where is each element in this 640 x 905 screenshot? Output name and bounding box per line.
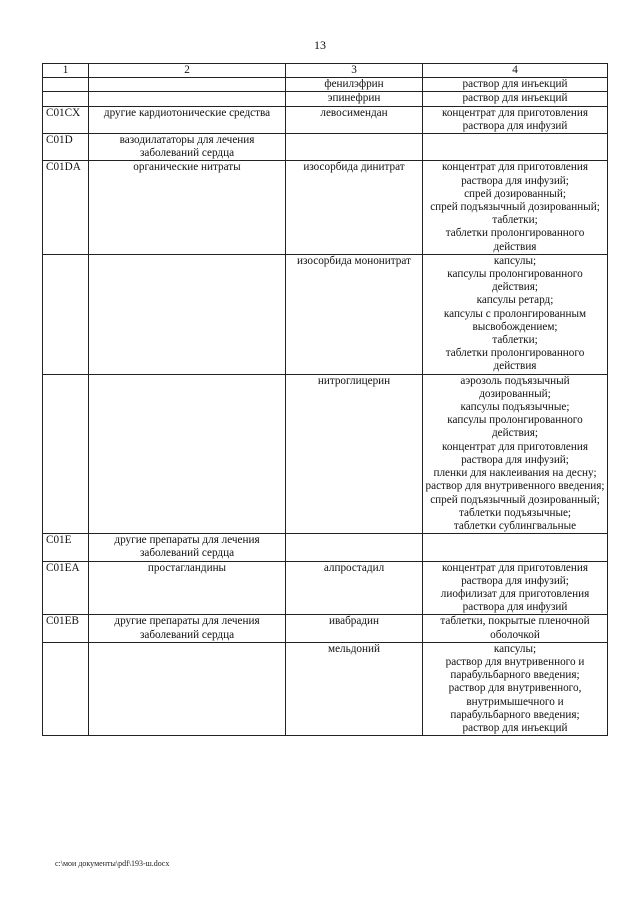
table-row (43, 78, 608, 92)
group-cell (89, 254, 286, 374)
substance-cell (286, 534, 423, 561)
substance-cell (286, 134, 423, 161)
atc-code-cell (43, 374, 89, 533)
group-cell: другие препараты для лечения заболеваний сердца (89, 534, 286, 561)
table-row (43, 561, 608, 615)
form-line: концентрат для приготовления раствора для инфузий; (441, 561, 589, 587)
header-col-1: 1 (43, 64, 89, 78)
table-row (43, 134, 608, 161)
table-row (43, 534, 608, 561)
table-row (43, 374, 608, 533)
form-line: таблетки пролонгированного действия (445, 227, 585, 253)
group-cell (89, 78, 286, 92)
group-cell: другие кардиотонические средства (89, 106, 286, 133)
forms-cell (423, 134, 608, 161)
form-line: таблетки; (492, 214, 538, 227)
forms-cell (423, 254, 608, 374)
forms-cell (423, 78, 608, 92)
header-col-2: 2 (89, 64, 286, 78)
forms-cell (423, 92, 608, 106)
page-number: 13 (314, 38, 326, 52)
form-line: аэрозоль подъязычный дозированный; (460, 374, 570, 400)
table-row (43, 161, 608, 254)
atc-code-cell (43, 92, 89, 106)
form-line: таблетки подъязычные; (458, 506, 572, 519)
form-line: раствор для инъекций (462, 721, 568, 734)
substance-cell: алпростадил (286, 561, 423, 615)
substance-cell: мельдоний (286, 642, 423, 735)
atc-code-cell: C01CX (43, 106, 89, 133)
substance-cell: изосорбида мононитрат (286, 254, 423, 374)
atc-code-cell: C01EB (43, 615, 89, 642)
form-line: таблетки пролонгированного действия (445, 347, 585, 373)
form-line: концентрат для приготовления раствора для инфузий (441, 106, 589, 132)
atc-code-cell: C01EA (43, 561, 89, 615)
form-line: концентрат для приготовления раствора для инфузий; (441, 440, 589, 466)
substance-cell: нитроглицерин (286, 374, 423, 533)
atc-code-cell (43, 254, 89, 374)
group-cell: другие препараты для лечения заболеваний сердца (89, 615, 286, 642)
forms-cell (423, 642, 608, 735)
form-line: концентрат для приготовления раствора для инфузий; (441, 161, 589, 187)
form-line: таблетки; (492, 334, 538, 347)
form-line: капсулы; (493, 642, 537, 655)
substance-cell: изосорбида динитрат (286, 161, 423, 254)
table-row (43, 106, 608, 133)
form-line: капсулы ретард; (476, 294, 554, 307)
form-line: лиофилизат для приготовления раствора для инфузий (440, 587, 590, 614)
table-row (43, 642, 608, 735)
header-col-3: 3 (286, 64, 423, 78)
atc-code-cell: C01D (43, 134, 89, 161)
form-line: спрей дозированный; (464, 187, 566, 200)
forms-cell (423, 561, 608, 615)
footer-file-path: c:\мои документы\pdf\193-ш.docx (55, 859, 170, 868)
header-col-4: 4 (423, 64, 608, 78)
table-row (43, 254, 608, 374)
substance-cell: ивабрадин (286, 615, 423, 642)
form-line: капсулы с пролонгированным высвобождением; (443, 307, 587, 333)
forms-cell (423, 615, 608, 642)
table-header-row (43, 64, 608, 78)
form-line: таблетки, покрытые пленочной оболочкой (440, 615, 590, 641)
form-line: капсулы пролонгированного действия; (447, 268, 583, 294)
form-line: раствор для инъекций (462, 92, 568, 105)
group-cell: вазодилататоры для лечения заболеваний сердца (89, 134, 286, 161)
group-cell: органические нитраты (89, 161, 286, 254)
table-row (43, 92, 608, 106)
group-cell (89, 642, 286, 735)
substance-cell: эпинефрин (286, 92, 423, 106)
forms-cell (423, 534, 608, 561)
form-line: капсулы пролонгированного действия; (447, 414, 583, 440)
form-line: капсулы подъязычные; (460, 401, 570, 414)
atc-code-cell (43, 78, 89, 92)
form-line: раствор для внутривенного введения; (425, 480, 605, 493)
form-line: спрей подъязычный дозированный; (430, 201, 600, 214)
forms-cell (423, 106, 608, 133)
substance-cell: фенилэфрин (286, 78, 423, 92)
form-line: раствор для внутривенного и парабульбарного введения; (445, 655, 585, 682)
form-line: раствор для инъекций (462, 78, 568, 91)
atc-code-cell: C01E (43, 534, 89, 561)
group-cell (89, 374, 286, 533)
form-line: спрей подъязычный дозированный; (430, 493, 600, 506)
atc-code-cell: C01DA (43, 161, 89, 254)
form-line: пленки для наклеивания на десну; (433, 467, 597, 480)
group-cell (89, 92, 286, 106)
form-line: раствор для внутривенного, внутримышечного и парабульбарного введения; (448, 682, 582, 721)
form-line: капсулы; (493, 254, 537, 267)
substance-cell: левосимендан (286, 106, 423, 133)
atc-code-cell (43, 642, 89, 735)
form-line: таблетки сублингвальные (453, 519, 577, 532)
forms-cell (423, 161, 608, 254)
table-row (43, 615, 608, 642)
forms-cell (423, 374, 608, 533)
drug-table (42, 63, 608, 736)
group-cell: простагландины (89, 561, 286, 615)
